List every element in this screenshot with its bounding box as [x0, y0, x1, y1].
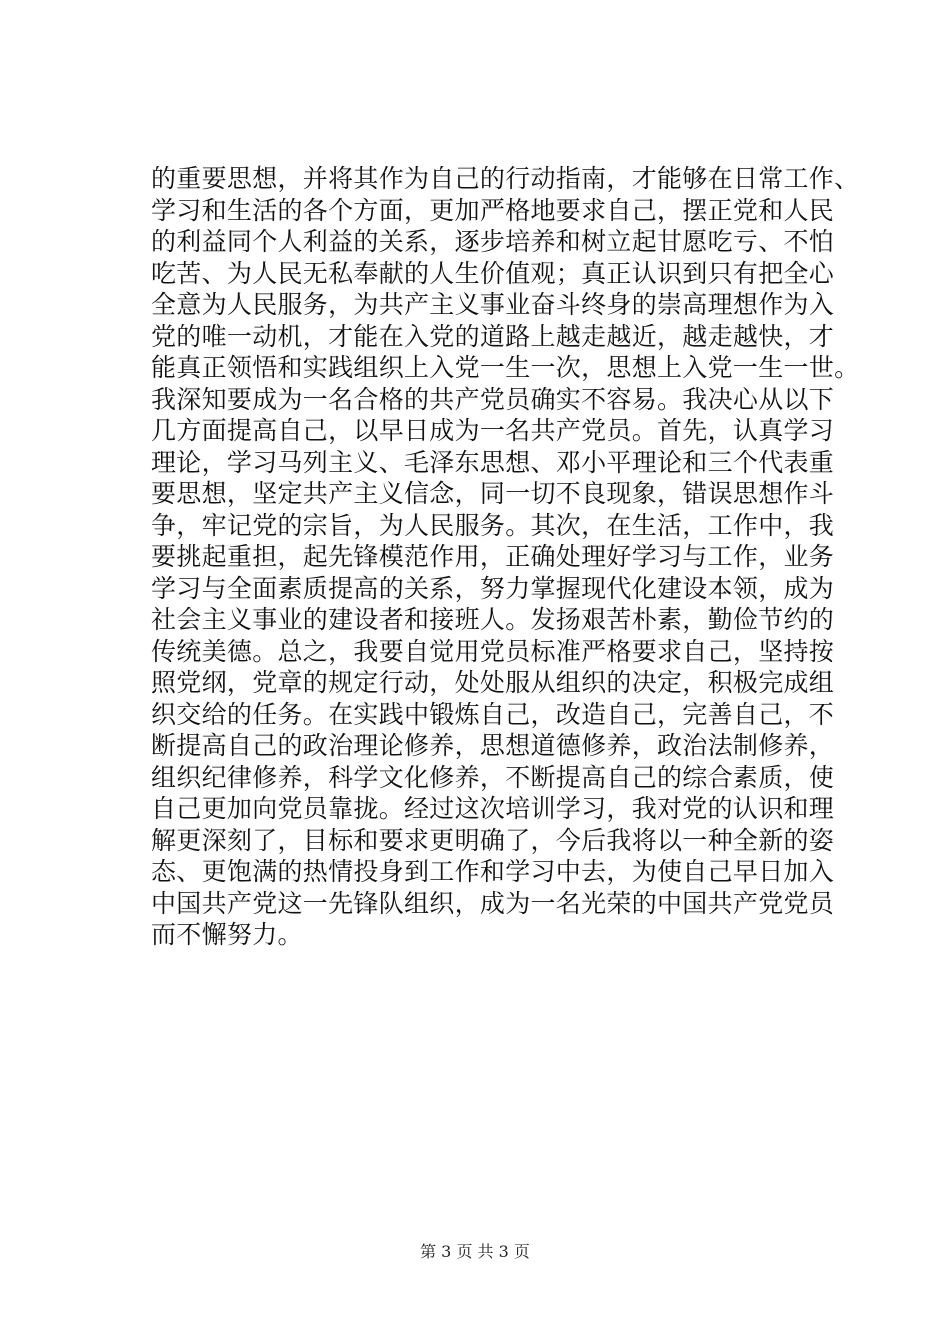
text-line: 态、更饱满的热情投身到工作和学习中去，为使自己早日加入	[151, 857, 835, 886]
text-line: 全意为人民服务，为共产主义事业奋斗终身的崇高理想作为入	[151, 290, 835, 319]
text-line: 中国共产党这一先锋队组织，成为一名光荣的中国共产党党员	[151, 888, 835, 918]
page-footer	[0, 1242, 950, 1262]
text-line: 自己更加向党员靠拢。经过这次培训学习，我对党的认识和理	[151, 794, 835, 823]
text-line: 学习与全面素质提高的关系，努力掌握现代化建设本领，成为	[151, 573, 835, 603]
body-text	[151, 163, 860, 951]
text-line: 要挑起重担，起先锋模范作用，正确处理好学习与工作，业务	[151, 542, 835, 571]
text-line: 的重要思想，并将其作为自己的行动指南，才能够在日常工作、	[151, 164, 860, 193]
page-number-label: 第 3 页 共 3 页	[420, 1242, 530, 1261]
text-line: 而不懈努力。	[151, 920, 303, 949]
text-line: 吃苦、为人民无私奉献的人生价值观；真正认识到只有把全心	[151, 258, 835, 288]
text-line: 党的唯一动机，才能在入党的道路上越走越近，越走越快，才	[151, 321, 835, 351]
text-line: 我深知要成为一名合格的共产党员确实不容易。我决心从以下	[151, 384, 835, 414]
text-line: 组织纪律修养，科学文化修养，不断提高自己的综合素质，使	[151, 762, 835, 792]
text-line: 传统美德。总之，我要自觉用党员标准严格要求自己，坚持按	[151, 636, 835, 666]
text-line: 争，牢记党的宗旨，为人民服务。其次，在生活，工作中，我	[151, 510, 835, 540]
text-line: 解更深刻了，目标和要求更明确了，今后我将以一种全新的姿	[151, 825, 835, 855]
text-line: 断提高自己的政治理论修养，思想道德修养，政治法制修养，	[151, 731, 835, 760]
text-line: 学习和生活的各个方面，更加严格地要求自己，摆正党和人民	[151, 195, 835, 225]
text-line: 社会主义事业的建设者和接班人。发扬艰苦朴素，勤俭节约的	[151, 605, 835, 634]
text-line: 理论，学习马列主义、毛泽东思想、邓小平理论和三个代表重	[151, 447, 835, 477]
text-line: 织交给的任务。在实践中锻炼自己，改造自己，完善自己，不	[151, 699, 835, 729]
text-line: 能真正领悟和实践组织上入党一生一次，思想上入党一生一世。	[151, 353, 860, 382]
text-line: 的利益同个人利益的关系，逐步培养和树立起甘愿吃亏、不怕	[151, 227, 835, 256]
text-line: 要思想，坚定共产主义信念，同一切不良现象，错误思想作斗	[151, 479, 835, 508]
text-line: 照党纲，党章的规定行动，处处服从组织的决定，积极完成组	[151, 668, 835, 697]
text-line: 几方面提高自己，以早日成为一名共产党员。首先，认真学习	[151, 416, 835, 445]
